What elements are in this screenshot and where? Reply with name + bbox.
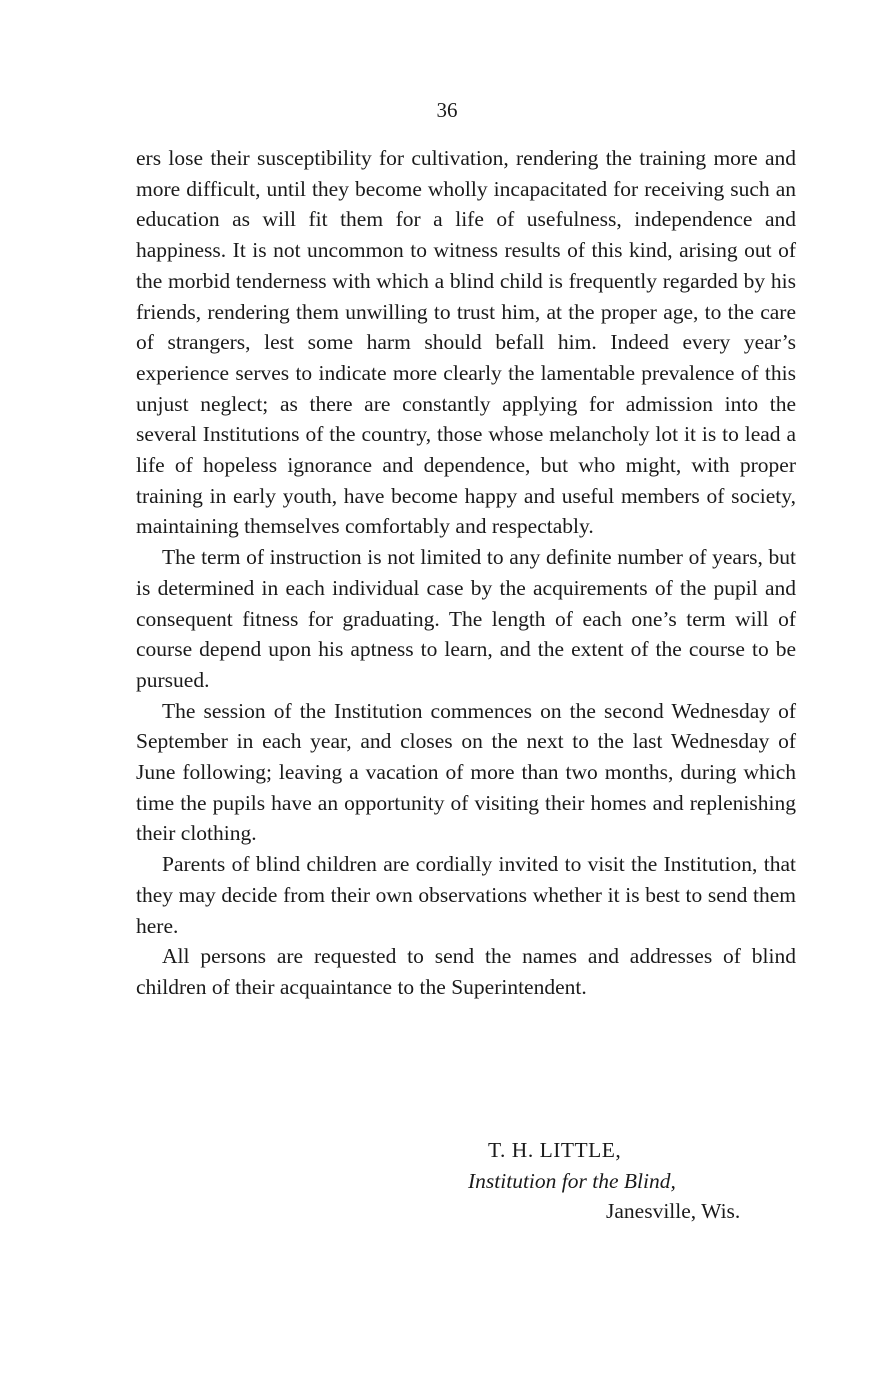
paragraph-5: All persons are requested to send the names and addresses of blind children of their acquaintance to the Superintendent. <box>136 944 796 999</box>
page-number: 36 <box>436 98 458 122</box>
signature-block <box>136 1135 796 1227</box>
signature-location: Janesville, Wis. <box>606 1199 741 1224</box>
paragraph-4: Parents of blind children are cordially invited to visit the Institution, that they may decide from their own observations whether it is best to send them here. <box>136 852 796 938</box>
paragraph-2: The term of instruction is not limited to any definite number of years, but is determined in each individual case by the acquirements of the pupil and consequent fitness for graduating. The length of each one’s term will of course depend upon his aptness to learn, and the extent of the course to be pursued. <box>136 545 796 692</box>
paragraph-3: The session of the Institution commences on the second Wednesday of September in each year, and closes on the next to the last Wednesday of June following; leaving a vacation of more than two months, during which time the pupils have an opportunity of visiting their homes and replenishing their clothing. <box>136 698 796 846</box>
body-text <box>136 143 796 1003</box>
paragraph-1: ers lose their susceptibility for cultivation, rendering the training more and more difficult, until they become wholly incapacitated for receiving such an education as will fit them for a life of usefulness, independence and happiness. It is not uncommon to witness results of this kind, arising out of the morbid tenderness with which a blind child is frequently regarded by his friends, rendering them unwilling to trust him, at the proper age, to the care of strangers, lest some harm should befall him. Indeed every year’s experience serves to indicate more clearly the lamentable prevalence of this unjust neglect; as there are constantly applying for admission into the several Institutions of the country, those whose melancholy lot it is to lead a life of hopeless ignorance and dependence, but who might, with proper training in early youth, have become happy and useful members of society, maintaining themselves comfortably and respectably. <box>136 146 796 539</box>
signature-name: T. H. LITTLE, <box>488 1138 622 1162</box>
signature-institution: Institution for the Blind, <box>468 1168 676 1193</box>
